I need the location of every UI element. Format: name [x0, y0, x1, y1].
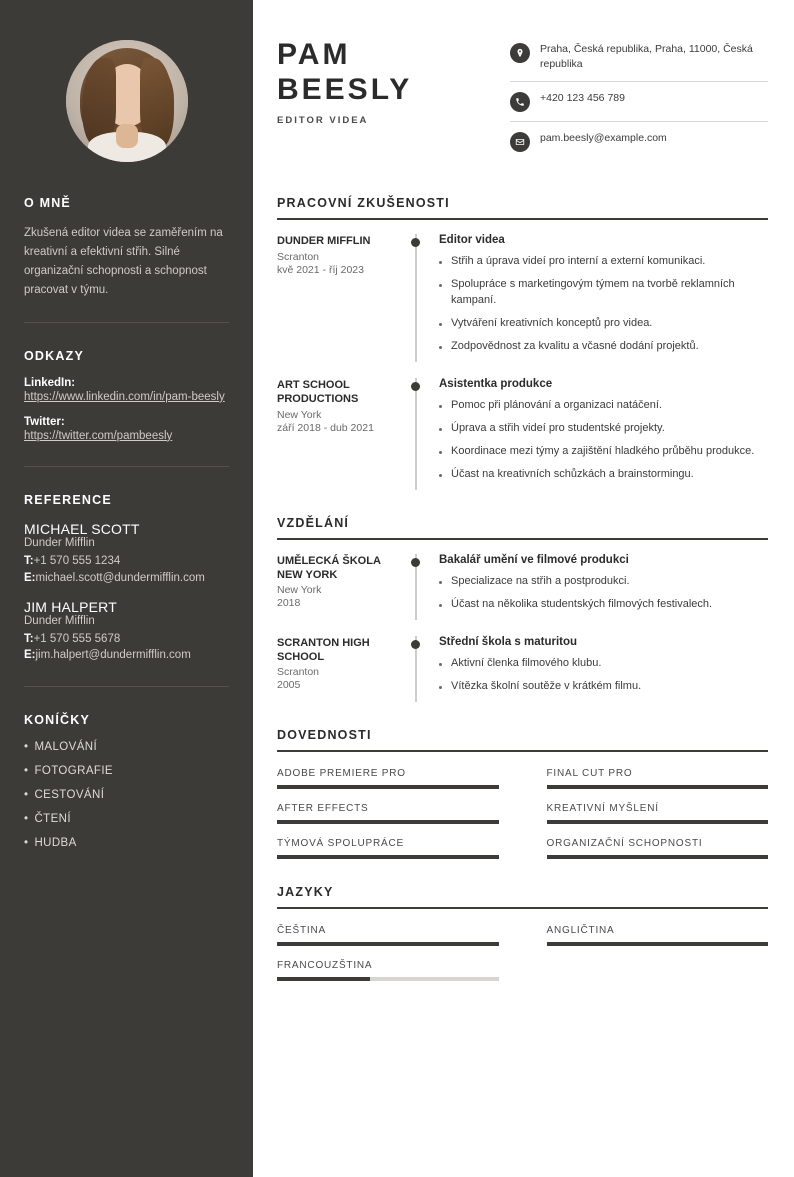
bullet-dot-icon	[439, 405, 442, 408]
entry-body	[415, 554, 768, 620]
language-item	[277, 925, 499, 946]
entry-location: Scranton	[277, 250, 320, 263]
hobby-label: FOTOGRAFIE	[34, 764, 113, 777]
entry-dates: 2018	[277, 597, 301, 610]
timeline-dot-icon	[411, 238, 420, 247]
experience-list	[277, 234, 768, 489]
entry-body	[415, 378, 768, 490]
bullet-item	[439, 656, 768, 672]
header	[277, 38, 768, 170]
bullet-dot-icon	[439, 346, 442, 349]
entry-meta	[277, 636, 415, 702]
entry-bullets	[439, 574, 768, 613]
skill-label: FINAL CUT PRO	[546, 767, 633, 779]
hobby-label: CESTOVÁNÍ	[34, 788, 105, 801]
language-item	[277, 960, 499, 981]
entry-org: DUNDER MIFFLIN	[277, 235, 371, 248]
skill-label: ADOBE PREMIERE PRO	[277, 767, 406, 779]
entry-role: Editor videa	[439, 234, 505, 247]
entry-body	[415, 636, 768, 702]
entry-bullets	[439, 254, 768, 355]
sidebar	[0, 0, 253, 1177]
reference-email	[24, 570, 229, 587]
references-section	[24, 493, 229, 664]
main-content	[253, 0, 794, 1177]
bullet-item	[439, 254, 768, 270]
hobby-item	[24, 789, 229, 801]
skill-item	[547, 838, 769, 859]
timeline-dot-icon	[411, 640, 420, 649]
contact-phone-text: +420 123 456 789	[540, 92, 625, 105]
reference-company: Dunder Mifflin	[24, 614, 95, 627]
bullet-text: Pomoc při plánování a organizaci natáčení.	[451, 399, 662, 412]
entry-dates: 2005	[277, 679, 301, 692]
bullet-text: Specializace na střih a postprodukci.	[451, 574, 630, 587]
link-label: LinkedIn:	[24, 376, 76, 389]
entry-org: UMĚLECKÁ ŠKOLA NEW YORK	[277, 554, 381, 582]
skill-bar	[547, 785, 769, 789]
about-title: O MNĚ	[24, 196, 71, 210]
bullet-dot-icon	[439, 284, 442, 287]
bullet-dot-icon	[439, 604, 442, 607]
languages-grid	[277, 925, 768, 981]
bullet-icon: •	[24, 836, 29, 849]
reference-name: JIM HALPERT	[24, 598, 117, 615]
language-label: ČEŠTINA	[277, 924, 326, 936]
bullet-text: Vítězka školní soutěže v krátkém filmu.	[451, 679, 642, 692]
contact-location-text: Praha, Česká republika, Praha, 11000, Česká republika	[540, 43, 753, 71]
skill-item	[277, 838, 499, 859]
entry-bullets	[439, 398, 768, 483]
skill-bar	[277, 855, 499, 859]
bullet-dot-icon	[439, 428, 442, 431]
language-label: ANGLIČTINA	[546, 924, 615, 936]
bullet-icon: •	[24, 788, 29, 801]
reference-phone-label: T:	[24, 632, 34, 645]
bullet-icon: •	[24, 764, 29, 777]
bullet-text: Účast na kreativních schůzkách a brainstormingu.	[451, 467, 694, 480]
skill-label: AFTER EFFECTS	[277, 802, 369, 814]
education-item	[277, 636, 768, 702]
bullet-icon: •	[24, 812, 29, 825]
bullet-text: Aktivní členka filmového klubu.	[451, 656, 602, 669]
skill-item	[547, 803, 769, 824]
hobby-item	[24, 741, 229, 753]
bullet-item	[439, 339, 768, 355]
contact-list	[510, 42, 768, 170]
reference-email-label: E:	[24, 649, 36, 662]
contact-location	[510, 42, 768, 82]
contact-phone	[510, 91, 768, 122]
bullet-item	[439, 277, 768, 309]
experience-item	[277, 234, 768, 362]
skill-label: KREATIVNÍ MYŠLENÍ	[546, 802, 659, 814]
skill-bar	[547, 820, 769, 824]
entry-dates: kvě 2021 - říj 2023	[277, 263, 364, 276]
about-section	[24, 196, 229, 300]
reference-email-value: jim.halpert@dundermifflin.com	[35, 649, 191, 662]
skills-title: DOVEDNOSTI	[277, 728, 768, 752]
link-url-twitter[interactable]: https://twitter.com/pambeesly	[24, 429, 173, 442]
bullet-text: Vytváření kreativních konceptů pro videa.	[451, 317, 653, 330]
entry-org: SCRANTON HIGH SCHOOL	[277, 636, 370, 664]
bullet-item	[439, 467, 768, 483]
name-block	[277, 38, 412, 170]
skill-label: ORGANIZAČNÍ SCHOPNOSTI	[546, 837, 703, 849]
reference-email-value: michael.scott@dundermifflin.com	[35, 571, 205, 584]
hobby-label: HUDBA	[34, 836, 77, 849]
links-title: ODKAZY	[24, 348, 84, 363]
link-item	[24, 416, 229, 445]
bullet-text: Úprava a střih videí pro studentské projekty.	[451, 422, 665, 435]
bullet-dot-icon	[439, 261, 442, 264]
entry-meta	[277, 554, 415, 620]
location-icon	[510, 43, 530, 63]
bullet-item	[439, 398, 768, 414]
job-role: EDITOR VIDEA	[277, 115, 369, 126]
language-label: FRANCOUZŠTINA	[277, 959, 373, 971]
bullet-text: Koordinace mezi týmy a zajištění hladkého průběhu produkce.	[451, 445, 755, 457]
bullet-item	[439, 444, 768, 460]
hobby-label: MALOVÁNÍ	[34, 740, 98, 753]
references-title: REFERENCE	[24, 493, 112, 508]
entry-role: Asistentka produkce	[439, 378, 553, 391]
bullet-text: Zodpovědnost za kvalitu a včasné dodání projektů.	[451, 340, 699, 353]
language-bar	[277, 942, 499, 946]
contact-email-text: pam.beesly@example.com	[540, 132, 667, 145]
skill-label: TÝMOVÁ SPOLUPRÁCE	[277, 837, 404, 849]
link-item	[24, 377, 229, 406]
reference-phone-label: T:	[24, 555, 34, 568]
divider	[24, 322, 229, 323]
timeline-dot-icon	[411, 558, 420, 567]
about-text: Zkušená editor videa se zaměřením na kreativní a efektivní střih. Silné organizační schopnosti a schopnost pracovat v týmu.	[24, 227, 223, 296]
phone-icon	[510, 92, 530, 112]
skill-item	[277, 768, 499, 789]
hobby-item	[24, 813, 229, 825]
reference-email	[24, 647, 229, 664]
bullet-dot-icon	[439, 451, 442, 454]
hobby-label: ČTENÍ	[34, 812, 71, 825]
entry-org: ART SCHOOL PRODUCTIONS	[277, 379, 359, 406]
entry-meta	[277, 378, 415, 490]
bullet-item	[439, 574, 768, 590]
entry-bullets	[439, 656, 768, 695]
skill-bar	[547, 855, 769, 859]
link-label: Twitter:	[24, 415, 65, 428]
avatar-wrap	[24, 40, 229, 162]
skill-bar	[277, 820, 499, 824]
entry-location: Scranton	[277, 666, 320, 679]
education-title: VZDĚLÁNÍ	[277, 516, 768, 540]
entry-body	[415, 234, 768, 362]
divider	[24, 466, 229, 467]
reference-item	[24, 599, 229, 664]
languages-title: JAZYKY	[277, 885, 768, 909]
entry-meta	[277, 234, 415, 362]
bullet-dot-icon	[439, 323, 442, 326]
reference-name: MICHAEL SCOTT	[24, 521, 140, 538]
bullet-text: Účast na několika studentských filmových festivalech.	[451, 597, 713, 610]
skill-item	[277, 803, 499, 824]
bullet-dot-icon	[439, 686, 442, 689]
entry-location: New York	[277, 408, 322, 421]
entry-role: Střední škola s maturitou	[439, 635, 578, 648]
bullet-item	[439, 679, 768, 695]
reference-phone-value: +1 570 555 5678	[33, 632, 121, 645]
reference-phone	[24, 631, 229, 648]
bullet-dot-icon	[439, 474, 442, 477]
experience-item	[277, 378, 768, 490]
divider	[24, 686, 229, 687]
contact-email	[510, 131, 768, 161]
bullet-item	[439, 316, 768, 332]
language-bar	[277, 977, 499, 981]
email-icon	[510, 132, 530, 152]
reference-phone	[24, 553, 229, 570]
education-list	[277, 554, 768, 702]
skill-bar	[277, 785, 499, 789]
bullet-dot-icon	[439, 581, 442, 584]
experience-title: PRACOVNÍ ZKUŠENOSTI	[277, 196, 768, 220]
avatar	[66, 40, 188, 162]
hobby-item	[24, 837, 229, 849]
reference-item	[24, 521, 229, 586]
hobby-item	[24, 765, 229, 777]
reference-email-label: E:	[24, 571, 36, 584]
skill-item	[547, 768, 769, 789]
entry-dates: září 2018 - dub 2021	[277, 421, 374, 434]
entry-location: New York	[277, 584, 322, 597]
first-name: PAM	[277, 38, 351, 71]
reference-company: Dunder Mifflin	[24, 537, 95, 550]
education-item	[277, 554, 768, 620]
bullet-icon: •	[24, 740, 29, 753]
timeline-dot-icon	[411, 382, 420, 391]
entry-role: Bakalář umění ve filmové produkci	[439, 553, 629, 566]
links-section	[24, 349, 229, 444]
bullet-dot-icon	[439, 663, 442, 666]
bullet-item	[439, 421, 768, 437]
bullet-text: Spolupráce s marketingovým týmem na tvorbě reklamních kampaní.	[451, 278, 735, 307]
hobbies-section	[24, 713, 229, 849]
bullet-text: Střih a úprava videí pro interní a externí komunikaci.	[451, 255, 706, 268]
language-item	[547, 925, 769, 946]
hobbies-title: KONÍČKY	[24, 712, 91, 727]
language-bar	[547, 942, 769, 946]
link-url-linkedin[interactable]: https://www.linkedin.com/in/pam-beesly	[24, 390, 225, 403]
reference-phone-value: +1 570 555 1234	[33, 555, 121, 568]
last-name: BEESLY	[277, 72, 413, 106]
bullet-item	[439, 597, 768, 613]
skills-grid	[277, 768, 768, 859]
